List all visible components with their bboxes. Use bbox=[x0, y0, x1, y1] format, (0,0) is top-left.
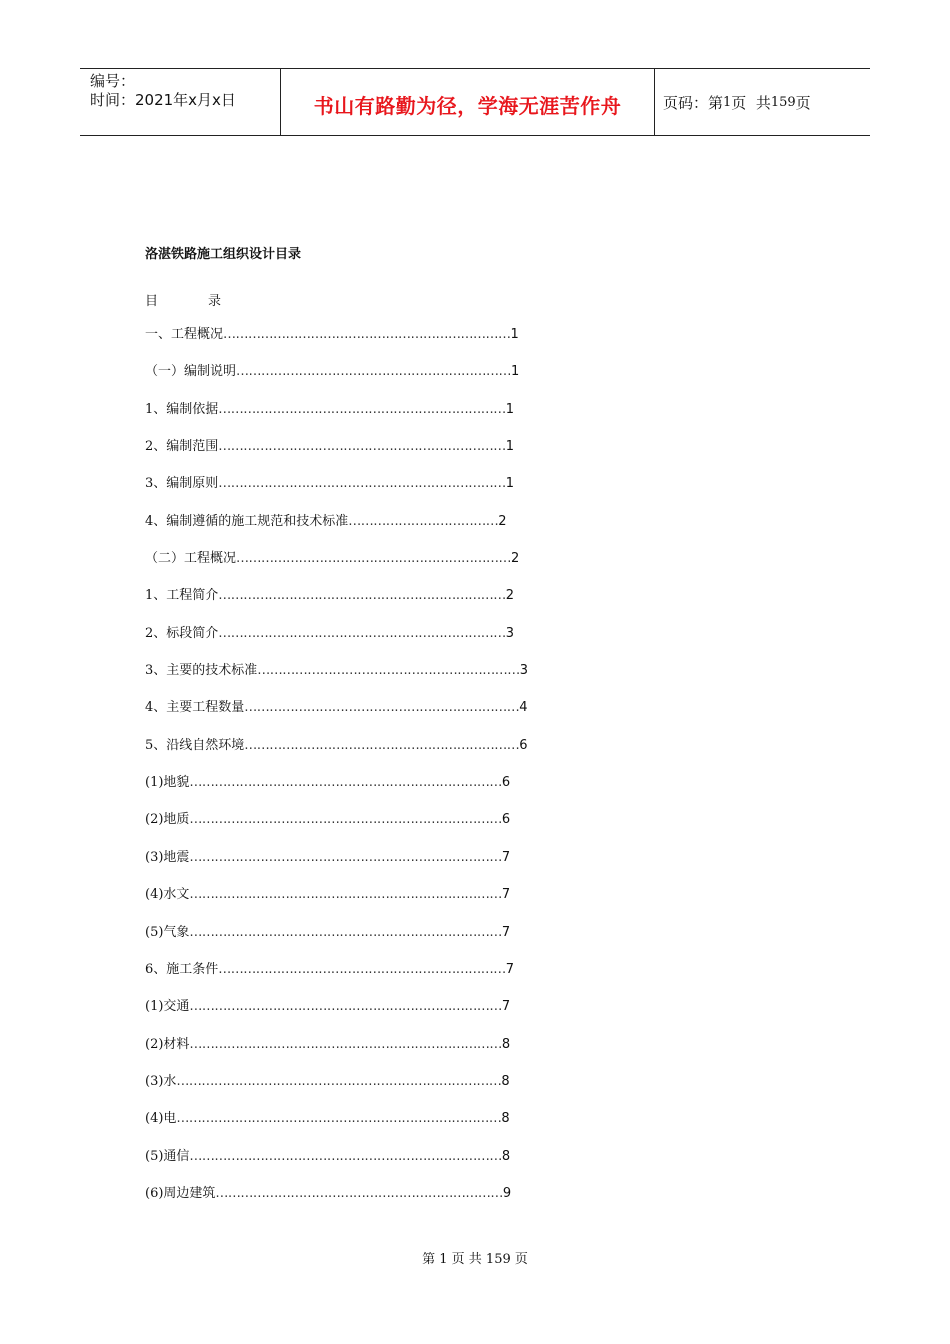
toc-entry-title: (3)地震 bbox=[145, 849, 190, 865]
toc-entry-leader: …………………………………………………………… bbox=[218, 961, 506, 977]
table-of-contents bbox=[145, 326, 575, 1222]
toc-entry-page: 8 bbox=[501, 1111, 510, 1127]
toc-entry-page: 2 bbox=[505, 588, 515, 604]
toc-entry-page: 8 bbox=[501, 1036, 511, 1052]
toc-entry-leader: ………………………………………………………… bbox=[244, 737, 520, 753]
toc-entry-title: 2、编制范围 bbox=[145, 439, 219, 455]
toc-entry-title: 6、施工条件 bbox=[145, 961, 219, 977]
toc-entry-page: 1 bbox=[511, 364, 520, 380]
toc-entry-leader: …………………………………………………………… bbox=[218, 625, 506, 641]
toc-entry[interactable] bbox=[145, 774, 575, 811]
toc-entry[interactable] bbox=[145, 475, 575, 512]
toc-entry-title: 1、工程简介 bbox=[145, 588, 219, 604]
toc-entry-leader: ………………………………………………………………… bbox=[189, 1036, 502, 1052]
toc-entry-title: 一、工程概况 bbox=[145, 327, 224, 342]
toc-entry-leader: ………………………………………………………………… bbox=[189, 887, 502, 903]
toc-entry-title: 2、标段简介 bbox=[145, 625, 219, 641]
toc-entry-leader: ………………………………………………………… bbox=[244, 700, 520, 716]
toc-heading-char-2: 录 bbox=[208, 294, 222, 309]
toc-entry-title: (5)气象 bbox=[145, 924, 190, 940]
toc-entry-title: (5)通信 bbox=[145, 1148, 190, 1164]
toc-entry-title: (3)水 bbox=[145, 1073, 177, 1089]
toc-entry[interactable] bbox=[145, 363, 575, 400]
toc-entry-title: 3、主要的技术标准 bbox=[145, 663, 258, 679]
toc-entry-title: （二）工程概况 bbox=[145, 551, 237, 567]
page-footer bbox=[0, 1248, 950, 1267]
toc-entry-leader: ………………………………………………………………… bbox=[189, 849, 502, 865]
toc-entry[interactable] bbox=[145, 438, 575, 475]
toc-entry-leader: ……………………………… bbox=[348, 513, 499, 529]
header-motto-cell bbox=[281, 69, 655, 135]
toc-entry[interactable] bbox=[145, 587, 575, 624]
toc-entry[interactable] bbox=[145, 886, 575, 923]
toc-entry-page: 7 bbox=[501, 887, 511, 903]
page-code-current: 1 bbox=[723, 94, 732, 110]
toc-entry-page: 1 bbox=[505, 439, 515, 455]
toc-entry-leader: ………………………………………………………………… bbox=[189, 924, 502, 940]
toc-entry[interactable] bbox=[145, 924, 575, 961]
footer-page-text: 第 1 页 共 159 页 bbox=[422, 1252, 528, 1267]
toc-entry-leader: ……………………………………………………… bbox=[257, 663, 520, 679]
document-time-label: 时间：2021年x月x日 bbox=[90, 91, 236, 109]
toc-entry[interactable] bbox=[145, 513, 575, 550]
toc-entry[interactable] bbox=[145, 737, 575, 774]
toc-entry-page: 2 bbox=[498, 513, 507, 529]
toc-entry[interactable] bbox=[145, 662, 575, 699]
toc-entry-page: 3 bbox=[505, 625, 515, 641]
toc-entry-page: 6 bbox=[519, 737, 528, 753]
toc-entry[interactable] bbox=[145, 961, 575, 998]
toc-entry-leader: ………………………………………………………………… bbox=[189, 999, 502, 1015]
toc-entry[interactable] bbox=[145, 326, 575, 363]
toc-entry-leader: …………………………………………………………… bbox=[218, 439, 506, 455]
toc-entry-title: 5、沿线自然环境 bbox=[145, 737, 245, 753]
toc-entry-title: (4)水文 bbox=[145, 887, 190, 903]
toc-entry-page: 1 bbox=[510, 327, 519, 342]
toc-entry[interactable] bbox=[145, 1073, 575, 1110]
toc-entry-page: 6 bbox=[501, 775, 511, 791]
toc-entry[interactable] bbox=[145, 1148, 575, 1185]
toc-entry-title: （一）编制说明 bbox=[145, 364, 237, 380]
page-code-total: 159 bbox=[770, 94, 796, 110]
toc-entry-leader: …………………………………………………………………… bbox=[176, 1111, 502, 1127]
toc-entry[interactable] bbox=[145, 998, 575, 1035]
toc-entry[interactable] bbox=[145, 401, 575, 438]
toc-entry-leader: …………………………………………………………………… bbox=[176, 1073, 502, 1089]
page-code-mid: 页 共 bbox=[731, 93, 771, 112]
toc-entry-leader: …………………………………………………………… bbox=[218, 588, 506, 604]
toc-entry-page: 8 bbox=[501, 1148, 511, 1164]
toc-entry-page: 2 bbox=[511, 551, 520, 567]
toc-entry-leader: ………………………………………………………… bbox=[236, 551, 512, 567]
page-code-suffix: 页 bbox=[795, 93, 811, 112]
toc-entry[interactable] bbox=[145, 811, 575, 848]
toc-entry[interactable] bbox=[145, 1185, 575, 1222]
page-code-prefix: 页码：第 bbox=[663, 93, 724, 112]
toc-entry[interactable] bbox=[145, 1036, 575, 1073]
toc-entry[interactable] bbox=[145, 550, 575, 587]
toc-entry-leader: …………………………………………………………… bbox=[218, 476, 506, 492]
toc-entry-leader: ………………………………………………………………… bbox=[189, 775, 502, 791]
toc-entry-title: 1、编制依据 bbox=[145, 401, 219, 417]
toc-entry-page: 8 bbox=[501, 1073, 510, 1089]
toc-entry-title: 4、编制遵循的施工规范和技术标准 bbox=[145, 513, 349, 529]
header-motto: 书山有路勤为径，学海无涯苦作舟 bbox=[313, 93, 622, 118]
toc-entry-title: (6)周边建筑 bbox=[145, 1185, 216, 1201]
toc-entry-leader: ………………………………………………………… bbox=[236, 364, 512, 380]
toc-heading-char-1: 目 bbox=[145, 294, 159, 309]
toc-entry-title: (2)材料 bbox=[145, 1036, 190, 1052]
toc-entry-leader: ………………………………………………………………… bbox=[189, 1148, 502, 1164]
toc-entry-title: (1)交通 bbox=[145, 999, 190, 1015]
header-info-cell bbox=[80, 69, 281, 135]
toc-entry-page: 7 bbox=[501, 849, 511, 865]
toc-entry-page: 4 bbox=[519, 700, 528, 716]
toc-heading bbox=[145, 290, 221, 309]
toc-entry-page: 3 bbox=[519, 663, 529, 679]
toc-entry-page: 9 bbox=[502, 1185, 512, 1201]
document-title: 洛湛铁路施工组织设计目录 bbox=[145, 247, 302, 262]
toc-entry-page: 1 bbox=[505, 476, 515, 492]
header-page-code bbox=[655, 69, 870, 135]
toc-entry-page: 7 bbox=[501, 924, 511, 940]
toc-entry-title: (2)地质 bbox=[145, 812, 190, 828]
toc-entry[interactable] bbox=[145, 625, 575, 662]
toc-entry-page: 7 bbox=[501, 999, 511, 1015]
toc-entry[interactable] bbox=[145, 849, 575, 886]
toc-entry[interactable] bbox=[145, 699, 575, 736]
toc-entry-leader: …………………………………………………………… bbox=[215, 1185, 503, 1201]
toc-entry-leader: …………………………………………………………… bbox=[223, 327, 511, 342]
toc-entry-leader: ………………………………………………………………… bbox=[189, 812, 502, 828]
document-number-label: 编号： bbox=[90, 72, 136, 90]
toc-entry-page: 7 bbox=[505, 961, 515, 977]
toc-entry-title: 3、编制原则 bbox=[145, 476, 219, 492]
toc-entry-page: 6 bbox=[501, 812, 511, 828]
page-header bbox=[80, 68, 870, 136]
toc-entry-leader: …………………………………………………………… bbox=[218, 401, 506, 417]
toc-entry[interactable] bbox=[145, 1110, 575, 1147]
toc-entry-page: 1 bbox=[505, 401, 515, 417]
toc-entry-title: (1)地貌 bbox=[145, 775, 190, 791]
toc-entry-title: 4、主要工程数量 bbox=[145, 700, 245, 716]
toc-entry-title: (4)电 bbox=[145, 1111, 177, 1127]
